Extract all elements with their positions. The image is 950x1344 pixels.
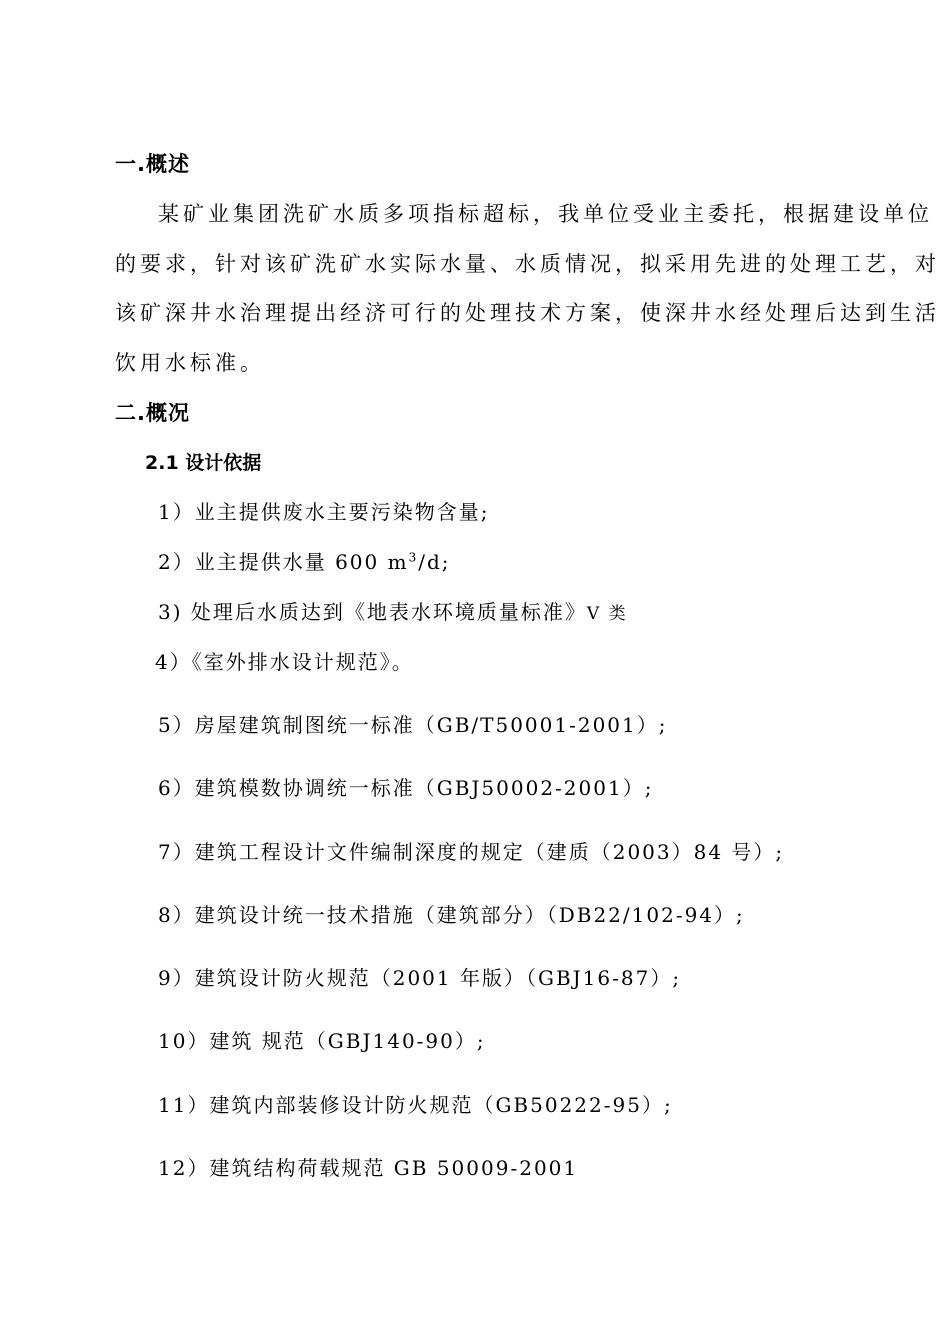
paragraph-line-3: 该矿深井水治理提出经济可行的处理技术方案，使深井水经处理后达到生活	[115, 301, 940, 325]
subsection-heading-design-basis: 2.1 设计依据	[145, 452, 262, 474]
section-heading-overview: 一.概述	[115, 152, 190, 176]
list-item-text: /d;	[418, 550, 451, 574]
list-item: 10）建筑 规范（GBJ140-90）;	[158, 1029, 486, 1053]
list-item: 12）建筑结构荷载规范 GB 50009-2001	[158, 1156, 579, 1180]
list-item: 7）建筑工程设计文件编制深度的规定（建质（2003）84 号）;	[158, 840, 785, 864]
list-item: 1）业主提供废水主要污染物含量;	[158, 500, 490, 524]
list-item: 9）建筑设计防火规范（2001 年版）（GBJ16-87）;	[158, 966, 682, 990]
list-item: 11）建筑内部装修设计防火规范（GB50222-95）;	[158, 1093, 673, 1117]
list-item: 4）《室外排水设计规范》。	[155, 650, 414, 674]
list-item	[158, 548, 451, 576]
paragraph-line-1: 某矿业集团洗矿水质多项指标超标，我单位受业主委托，根据建设单位	[158, 202, 933, 226]
list-item-text: 3) 处理后水质达到《地表水环境质量标准》	[158, 600, 587, 624]
paragraph-line-2: 的要求，针对该矿洗矿水实际水量、水质情况，拟采用先进的处理工艺，对	[115, 252, 940, 276]
list-item-text: 2）业主提供水量 600 m	[158, 550, 409, 574]
list-item-class-text: V 类	[586, 604, 628, 624]
list-item: 5）房屋建筑制图统一标准（GB/T50001-2001）;	[158, 713, 668, 737]
list-item: 6）建筑模数协调统一标准（GBJ50002-2001）;	[158, 776, 654, 800]
superscript: 3	[408, 550, 419, 565]
section-heading-general: 二.概况	[115, 401, 190, 425]
list-item: 8）建筑设计统一技术措施（建筑部分）（DB22/102-94）;	[158, 903, 745, 927]
list-item	[158, 598, 628, 628]
paragraph-line-4: 饮用水标准。	[115, 351, 265, 375]
